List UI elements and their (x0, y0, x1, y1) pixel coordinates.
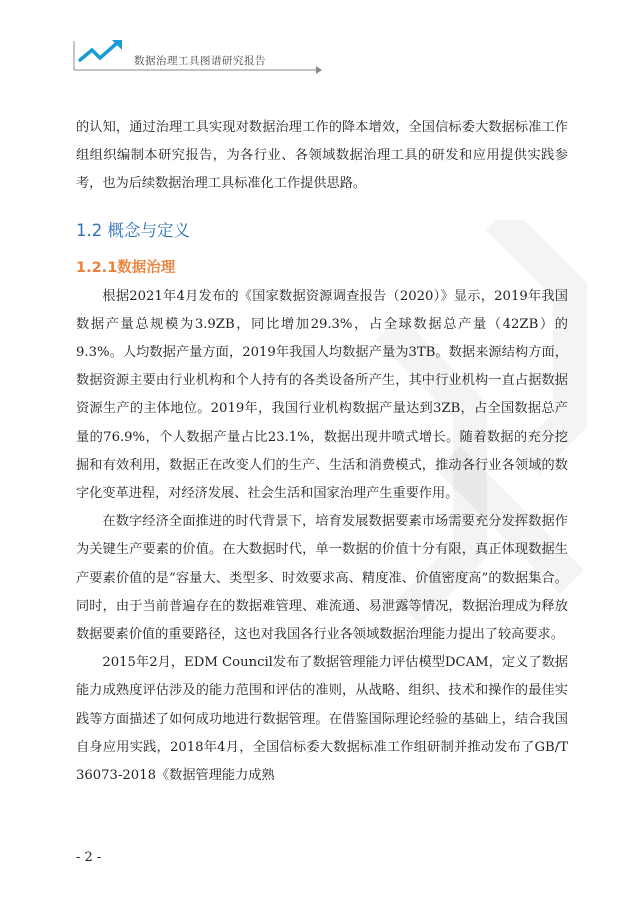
page-content (76, 114, 568, 790)
section-heading: 1.2 概念与定义 (76, 220, 190, 240)
body-paragraph-1: 根据2021年4月发布的《国家数据资源调查报告（2020）》显示，2019年我国数据产量总规模为3.9ZB，同比增加29.3%，占全球数据总产量（42ZB）的9.3%。人均数据产量方面，2019年我国人均数据产量为3TB。数据来源结构方面，数据资源主要由行业机构和个人持有的各类设备所产生，其中行业机构一直占据数据资源生产的主体地位。2019年，我国行业机构数据产量达到3ZB，占全国数据总产量的76.9%，个人数据产量占比23.1%，数据出现井喷式增长。随着数据的充分挖掘和有效利用，数据正在改变人们的生产、生活和消费模式，推动各行业各领域的数字化变革进程，对经济发展、社会生活和国家治理产生重要作用。 (76, 288, 568, 502)
page-header (72, 36, 322, 76)
page-number: - 2 - (76, 850, 102, 865)
subsection-heading: 1.2.1数据治理 (76, 259, 176, 276)
header-title: 数据治理工具图谱研究报告 (134, 55, 266, 67)
intro-paragraph: 的认知，通过治理工具实现对数据治理工作的降本增效，全国信标委大数据标准工作组组织编制本研究报告，为各行业、各领域数据治理工具的研发和应用提供实践参考，也为后续数据治理工具标准化工作提供思路。 (76, 120, 568, 192)
body-paragraph-3: 2015年2月，EDM Council发布了数据管理能力评估模型DCAM，定义了数据能力成熟度评估涉及的能力范围和评估的准则，从战略、组织、技术和操作的最佳实践等方面描述了如何成功地进行数据管理。在借鉴国际理论经验的基础上，结合我国自身应用实践，2018年4月，全国信标委大数据标准工作组研制并推动发布了GB/T 36073-2018《数据管理能力成熟 (76, 655, 568, 784)
trend-arrow-icon (80, 40, 122, 60)
body-paragraph-2: 在数字经济全面推进的时代背景下，培育发展数据要素市场需要充分发挥数据作为关键生产要素的价值。在大数据时代，单一数据的价值十分有限，真正体现数据生产要素价值的是“容量大、类型多、时效要求高、精度准、价值密度高”的数据集合。同时，由于当前普遍存在的数据难管理、难流通、易泄露等情况，数据治理成为释放数据要素价值的重要路径，这也对我国各行业各领域数据治理能力提出了较高要求。 (76, 514, 568, 643)
